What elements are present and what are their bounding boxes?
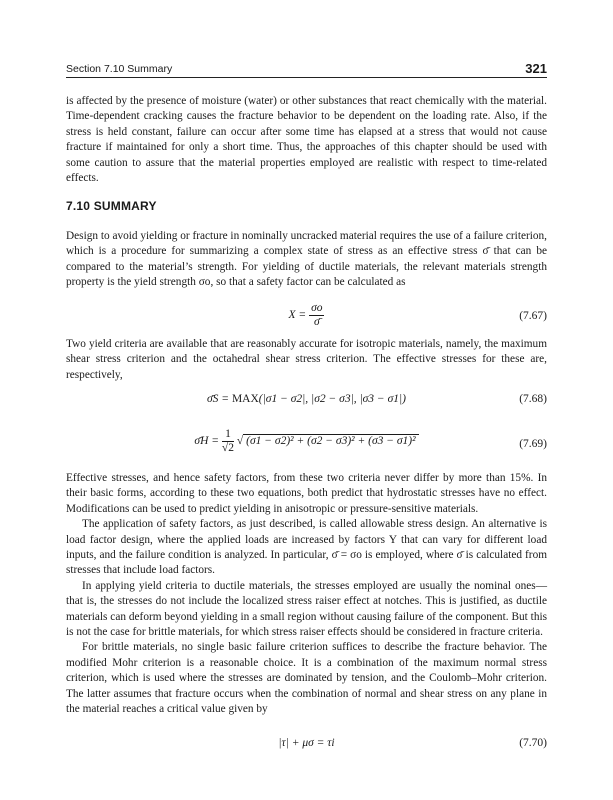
eq-769-frac-denominator: √2 xyxy=(221,442,234,454)
equation-7-69-body: σ̄H = $\frac{1}{√2}$ √ (σ1 − σ2)² + (σ2 − σ3)² + (σ3 − σ1)² xyxy=(66,428,547,455)
equation-number-7-69: (7.69) xyxy=(519,438,547,450)
paragraph-4: The application of safety factors, as just described, is called allowable stress design. An alternative is load factor design, where the applied loads are increased by factors Y that can vary for different load inputs, and the failure condition is analyzed. In particular, σ̄ = σo is employed, where σ̄ is calculated from stresses that include load factors. xyxy=(66,518,547,577)
equation-7-70 xyxy=(66,737,547,755)
equation-number-7-70: (7.70) xyxy=(519,737,547,749)
eq-769-fraction xyxy=(222,428,234,455)
running-head xyxy=(66,58,547,78)
equation-7-69 xyxy=(66,426,547,464)
intro-block xyxy=(66,94,547,186)
header-rule xyxy=(66,77,547,78)
main-paragraphs-block xyxy=(66,471,547,718)
eq-767-denominator: σ̄ xyxy=(313,316,320,328)
page-number: 321 xyxy=(525,61,547,76)
eq-769-radicand: (σ1 − σ2)² + (σ2 − σ3)² + (σ3 − σ1)² xyxy=(243,434,418,447)
equation-7-67-body xyxy=(66,302,547,329)
section-heading: 7.10 SUMMARY xyxy=(66,199,157,213)
intro-paragraph: is affected by the presence of moisture (water) or other substances that react chemically with the material. Time-dependent cracking causes the fracture behavior to be dependent on the loading rate. Also, if the stress is held constant, failure can occur after some time has elapsed at a stress that would not cause fracture if maintained for only a short time. Thus, the approaches of this chapter should be used with some caution to assure that the material properties employed are realistic with respect to time-related effects. xyxy=(66,95,547,185)
paragraph-2: Two yield criteria are available that are reasonably accurate for isotropic materials, namely, the maximum shear stress criterion and the octahedral shear stress criterion. The effective stresses for these are, respectively, xyxy=(66,338,547,381)
equation-7-70-body: |τ| + μσ = τi xyxy=(278,737,335,749)
equation-7-68 xyxy=(66,393,547,411)
paragraph-6: For brittle materials, no single basic failure criterion suffices to describe the fracture behavior. The modified Mohr criterion is a reasonable choice. It is a combination of the maximum normal stress criterion, which is used where the stresses are dominated by tension, and the Coulomb–Mohr criterion. The latter assumes that fracture occurs when the combination of normal and shear stress on any plane in the material reaches a critical value given by xyxy=(66,641,547,716)
equation-number-7-68: (7.68) xyxy=(519,393,547,405)
eq-767-numerator: σo xyxy=(311,302,323,314)
paragraph-1: Design to avoid yielding or fracture in nominally uncracked material requires the use of a failure criterion, which is a procedure for summarizing a complex state of stress as an effective stress σ̄ that can be compared to the material’s strength. For yielding of ductile materials, the relevant materials strength property is the yield strength σo, so that a safety factor can be calculated as xyxy=(66,230,547,289)
paragraph-5: In applying yield criteria to ductile materials, the stresses employed are usually the nominal ones—that is, the stresses do not include the localized stress raiser effect at notches. This is justified, as ductile materials can deform beyond yielding in a small region without causing failure of the component. But this is not the case for brittle materials, for which stress raiser effects should be considered in fracture criteria. xyxy=(66,579,547,639)
eq-769-frac-numerator: 1 xyxy=(222,428,234,442)
equation-7-67 xyxy=(66,300,547,336)
eq-767-lhs: X = xyxy=(288,309,307,322)
eq-767-fraction xyxy=(309,302,324,329)
paragraph-3: Effective stresses, and hence safety factors, from these two criteria never differ by more than 15%. In their basic forms, according to these two equations, both predict that hydrostatic stresses have no effect. Modifications can be used to predict yielding in anisotropic or pressure-sensitive materials. xyxy=(66,472,547,515)
eq-768-lhs: σ̄S = xyxy=(207,393,230,405)
eq-768-function: MAX xyxy=(231,393,259,405)
para-2-block xyxy=(66,337,547,383)
equation-number-7-67: (7.67) xyxy=(519,310,547,322)
equation-7-68-body xyxy=(66,393,547,405)
section-title: Section 7.10 Summary xyxy=(66,63,173,75)
eq-769-lhs: σ̄H = xyxy=(194,435,220,448)
para-1-block xyxy=(66,229,547,291)
eq-768-args: (|σ1 − σ2|, |σ2 − σ3|, |σ3 − σ1|) xyxy=(258,393,406,405)
